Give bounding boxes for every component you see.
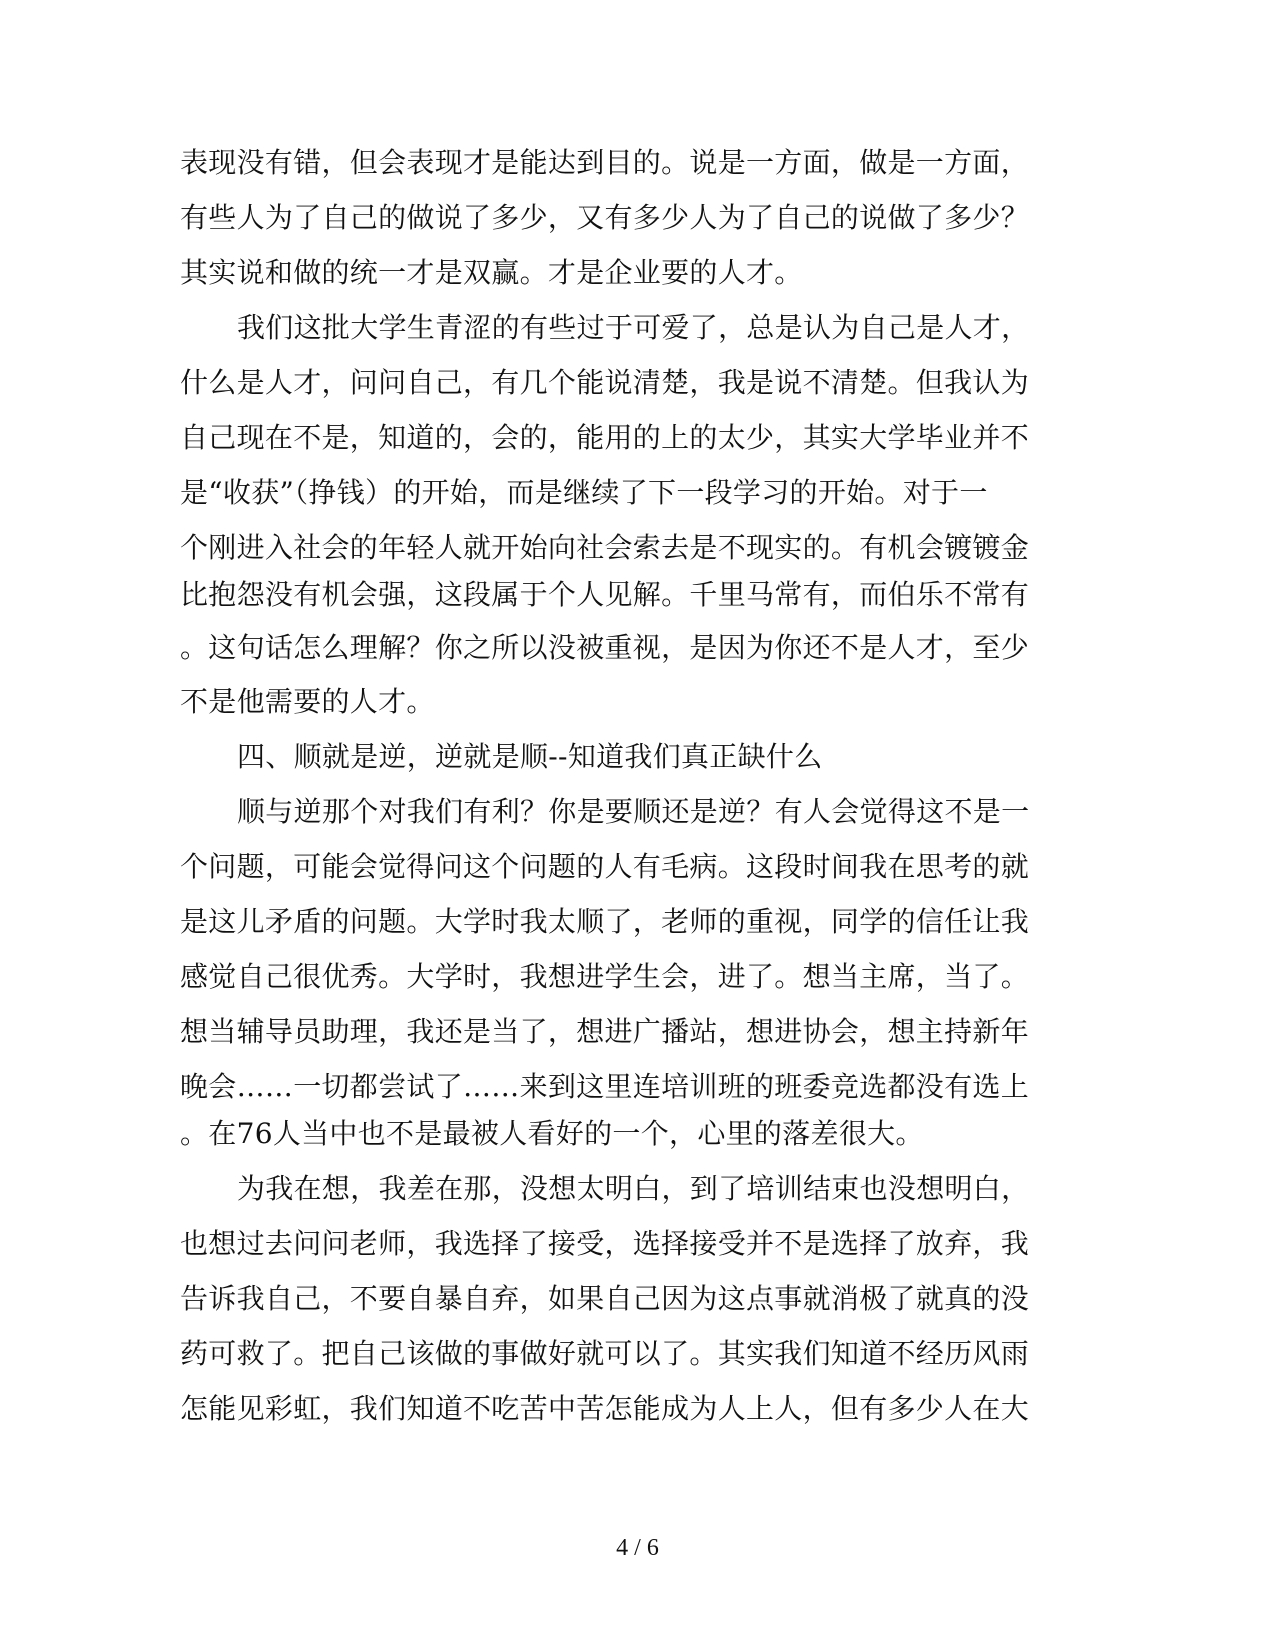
text-line: 有些人为了自己的做说了多少，又有多少人为了自己的说做了多少？: [180, 201, 1030, 234]
text-line: 个刚进入社会的年轻人就开始向社会索去是不现实的。有机会镀镀金: [180, 531, 1030, 564]
text-line: 个问题，可能会觉得问这个问题的人有毛病。这段时间我在思考的就: [180, 850, 1030, 883]
text-line: 自己现在不是，知道的，会的，能用的上的太少，其实大学毕业并不: [180, 421, 1030, 454]
text-line: 为我在想，我差在那，没想太明白，到了培训结束也没想明白，: [237, 1172, 1030, 1205]
text-line: 我们这批大学生青涩的有些过于可爱了，总是认为自己是人才，: [237, 311, 1030, 344]
text-line: 不是他需要的人才。: [180, 685, 435, 718]
text-line: 。这句话怎么理解？你之所以没被重视，是因为你还不是人才，至少: [180, 631, 1030, 664]
text-line: 是“收获”（挣钱）的开始，而是继续了下一段学习的开始。对于一: [180, 476, 988, 509]
page-number: 4 / 6: [616, 1535, 659, 1561]
text-line: 怎能见彩虹，我们知道不吃苦中苦怎能成为人上人，但有多少人在大: [180, 1392, 1030, 1425]
text-line: 是这儿矛盾的问题。大学时我太顺了，老师的重视，同学的信任让我: [180, 905, 1030, 938]
text-line: 其实说和做的统一才是双赢。才是企业要的人才。: [180, 256, 803, 289]
text-line: 什么是人才，问问自己，有几个能说清楚，我是说不清楚。但我认为: [180, 366, 1030, 399]
text-line: 想当辅导员助理，我还是当了，想进广播站，想进协会，想主持新年: [180, 1015, 1030, 1048]
text-line: 告诉我自己，不要自暴自弃，如果自己因为这点事就消极了就真的没: [180, 1282, 1030, 1315]
section-heading: 四、顺就是逆，逆就是顺--知道我们真正缺什么: [237, 740, 823, 773]
text-line: 比抱怨没有机会强，这段属于个人见解。千里马常有，而伯乐不常有: [180, 578, 1030, 611]
text-line: 表现没有错，但会表现才是能达到目的。说是一方面，做是一方面，: [180, 146, 1030, 179]
text-line: 晚会……一切都尝试了……来到这里连培训班的班委竞选都没有选上: [180, 1070, 1030, 1103]
text-line: 也想过去问问老师，我选择了接受，选择接受并不是选择了放弃，我: [180, 1227, 1030, 1260]
text-line: 。在76人当中也不是最被人看好的一个，心里的落差很大。: [180, 1117, 924, 1150]
text-line: 感觉自己很优秀。大学时，我想进学生会，进了。想当主席，当了。: [180, 960, 1030, 993]
text-line: 药可救了。把自己该做的事做好就可以了。其实我们知道不经历风雨: [180, 1337, 1030, 1370]
text-line: 顺与逆那个对我们有利？你是要顺还是逆？有人会觉得这不是一: [237, 795, 1030, 828]
